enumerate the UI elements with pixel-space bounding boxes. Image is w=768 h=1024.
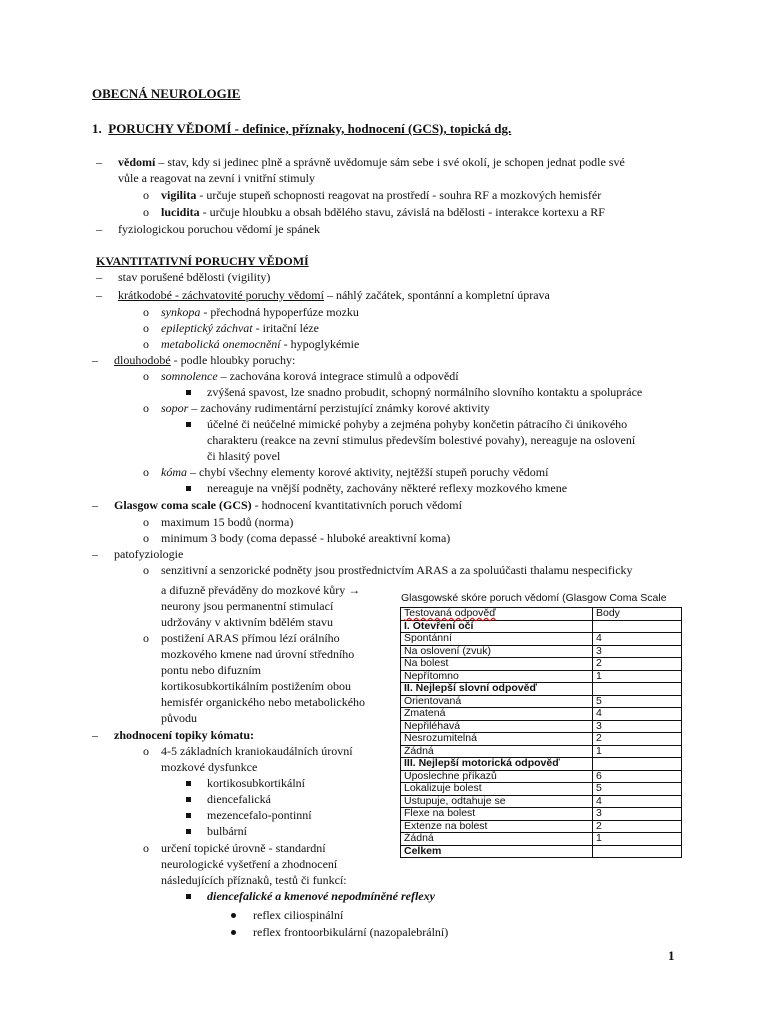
table-cell-points: 4: [593, 795, 682, 808]
table-header-row: [401, 608, 682, 621]
dash-bullet: –: [96, 288, 102, 302]
synkopa-line: [161, 304, 359, 320]
o-bullet: o: [143, 401, 149, 415]
kratkodobe-text: – náhlý začátek, spontánní a kompletní úprava: [323, 288, 550, 302]
table-cell-label: Lokalizuje bolest: [401, 783, 593, 796]
table-cell-points: [593, 683, 682, 696]
square-bullet: [186, 829, 191, 834]
table-cell-label: Nepřiléhavá: [401, 720, 593, 733]
table-cell-points: 1: [593, 670, 682, 683]
square-bullet: [186, 390, 191, 395]
dot-bullet: [231, 913, 236, 918]
o-bullet: o: [143, 337, 149, 351]
synkopa-term: synkopa: [161, 305, 201, 319]
table-cell-label: II. Nejlepší slovní odpověď: [401, 683, 593, 696]
table-cell-points: 5: [593, 783, 682, 796]
o-bullet: o: [143, 631, 149, 645]
table-cell-label: Žádná: [401, 745, 593, 758]
table-cell-label: Nepřítomno: [401, 670, 593, 683]
table-row: [401, 645, 682, 658]
reflex-title: diencefalické a kmenové nepodmíněné reflexy: [207, 889, 435, 903]
square-bullet: [186, 486, 191, 491]
reflex-1: reflex ciliospinální: [253, 908, 344, 922]
sopor-sub1: účelné či neúčelné mimické pohyby a zejména pohyby končetin pátracího či únikového: [207, 417, 628, 431]
gcs-max: maximum 15 bodů (norma): [161, 515, 294, 529]
sopor-text: – zachovány rudimentární perzistující známky korové aktivity: [188, 401, 490, 415]
o-bullet: o: [143, 531, 149, 545]
epi-term: epileptický záchvat: [161, 321, 253, 335]
table-cell-points: 5: [593, 695, 682, 708]
o-bullet: o: [143, 465, 149, 479]
gcs-table: [400, 607, 682, 858]
level-1: kortikosubkortikální: [207, 776, 305, 790]
level-3: mezencefalo-pontinní: [207, 808, 312, 822]
section-title-rest: - definice, příznaky, hodnocení (GCS), topická dg.: [231, 121, 512, 136]
square-bullet: [186, 813, 191, 818]
aras-line3: pontu nebo difuzním: [161, 663, 261, 677]
koma-sub: nereaguje na vnější podněty, zachovány některé reflexy mozkového kmene: [207, 481, 568, 495]
table-cell-label: Zmatená: [401, 708, 593, 721]
table-row: [401, 795, 682, 808]
section-number: 1.: [92, 121, 102, 136]
table-row: [401, 658, 682, 671]
table-cell-label: I. Otevření očí: [401, 620, 593, 633]
gcs-title-text: - hodnocení kvantitativních poruch vědomí: [251, 498, 462, 512]
pato-title: patofyziologie: [114, 547, 184, 561]
table-cell-points: [593, 845, 682, 858]
square-bullet: [186, 422, 191, 427]
levels-line1: 4-5 základních kraniokaudálních úrovní: [161, 744, 353, 758]
table-row: [401, 695, 682, 708]
table-cell-points: [593, 758, 682, 771]
gcs-table-caption: Glasgowské skóre poruch vědomí (Glasgow Coma Scale: [401, 592, 667, 604]
dash-bullet: –: [92, 728, 98, 742]
table-cell-points: [593, 620, 682, 633]
urceni-line2: neurologické vyšetření a zhodnocení: [161, 857, 338, 871]
o-bullet: o: [143, 841, 149, 855]
table-row: [401, 820, 682, 833]
sopor-term: sopor: [161, 401, 189, 415]
vigilita-text: - určuje stupeň schopnosti reagovat na prostředí - souhra RF a mozkových hemisfér: [196, 188, 602, 202]
dlouhodobe-text: - podle hloubky poruchy:: [170, 353, 296, 367]
topika-title: zhodnocení topiky kómatu:: [114, 728, 255, 742]
page-number: 1: [668, 948, 675, 963]
document-heading: OBECNÁ NEUROLOGIE: [92, 86, 241, 101]
table-section-row: [401, 683, 682, 696]
vigilita-term: vigilita: [161, 188, 197, 202]
square-bullet: [186, 894, 191, 899]
o-bullet: o: [143, 744, 149, 758]
kratkodobe-term: krátkodobé - záchvatovité poruchy vědomí: [118, 288, 324, 302]
pato-line2: a difuzně převáděny do mozkové kůry →: [161, 583, 361, 597]
somnolence-line: [161, 368, 459, 384]
urceni-line1: určení topické úrovně - standardní: [161, 841, 326, 855]
table-row: [401, 633, 682, 646]
somnolence-text: – zachována korová integrace stimulů a odpovědí: [217, 369, 459, 383]
sopor-sub2: charakteru (reakce na zevní stimulus především bolestivé povahy), nereaguje na oslovení: [207, 433, 636, 447]
urceni-line3: následujících příznaků, testů či funkcí:: [161, 873, 347, 887]
dash-bullet: –: [96, 270, 102, 284]
table-cell-label: Ustupuje, odtahuje se: [401, 795, 593, 808]
epi-text: - iritační léze: [252, 321, 319, 335]
table-cell-label: Orientovaná: [401, 695, 593, 708]
aras-line4: kortikosubkortikálním postižením obou: [161, 679, 351, 693]
meta-line: [161, 336, 359, 352]
aras-line6: původu: [161, 711, 197, 725]
reflex-2: reflex frontoorbikulární (nazopalebrální): [253, 925, 449, 939]
lucidita-line: [161, 204, 605, 220]
gcs-title: Glasgow coma scale (GCS): [114, 498, 252, 512]
table-row: [401, 745, 682, 758]
synkopa-text: - přechodná hypoperfúze mozku: [200, 305, 359, 319]
aras-line2: mozkového kmene nad úrovní středního: [161, 647, 355, 661]
dash-bullet: –: [92, 498, 98, 512]
meta-term: metabolická onemocnění: [161, 337, 281, 351]
dash-bullet: –: [92, 547, 98, 561]
kvant-title: KVANTITATIVNÍ PORUCHY VĚDOMÍ: [96, 254, 309, 268]
table-cell-points: 3: [593, 720, 682, 733]
dlouhodobe-term: dlouhodobé: [114, 353, 171, 367]
table-row: [401, 833, 682, 846]
table-cell-label: Extenze na bolest: [401, 820, 593, 833]
table-header-label: Testovaná odpověď: [401, 608, 593, 621]
o-bullet: o: [143, 515, 149, 529]
koma-term: kóma: [161, 465, 187, 479]
meta-text: - hypoglykémie: [280, 337, 360, 351]
table-cell-points: 2: [593, 733, 682, 746]
koma-line: [161, 464, 548, 480]
gcs-min: minimum 3 body (coma depassé - hluboké areaktivní koma): [161, 531, 451, 545]
table-cell-points: 6: [593, 770, 682, 783]
o-bullet: o: [143, 205, 149, 219]
table-cell-label: Uposlechne příkazů: [401, 770, 593, 783]
table-cell-label: Nesrozumitelná: [401, 733, 593, 746]
dash-bullet: –: [96, 155, 102, 169]
o-bullet: o: [143, 321, 149, 335]
section-title: [92, 121, 511, 137]
dlouhodobe-line: [114, 352, 295, 368]
table-row: [401, 733, 682, 746]
gcs-title-line: [114, 497, 462, 513]
table-cell-label: Žádná: [401, 833, 593, 846]
table-row: [401, 770, 682, 783]
pato-line4: udržovány v aktivním bdělém stavu: [161, 615, 333, 629]
level-2: diencefalická: [207, 792, 271, 806]
table-cell-label: Na bolest: [401, 658, 593, 671]
kratkodobe-line: [118, 287, 550, 303]
table-cell-points: 1: [593, 745, 682, 758]
table-section-row: [401, 758, 682, 771]
table-cell-points: 2: [593, 820, 682, 833]
table-cell-label: III. Nejlepší motorická odpověď: [401, 758, 593, 771]
table-row: [401, 708, 682, 721]
pato-line1: senzitivní a senzorické podněty jsou prostřednictvím ARAS a za spoluúčasti thalamu nespecificky: [161, 563, 633, 577]
square-bullet: [186, 781, 191, 786]
sopor-sub3: či hlasitý povel: [207, 449, 281, 463]
table-cell-points: 4: [593, 633, 682, 646]
table-cell-label: Na oslovení (zvuk): [401, 645, 593, 658]
table-row: [401, 720, 682, 733]
epi-line: [161, 320, 319, 336]
table-cell-points: 2: [593, 658, 682, 671]
table-cell-points: 4: [593, 708, 682, 721]
vedomi-text: – stav, kdy si jedinec plně a správně uvědomuje sám sebe i své okolí, je schopen jednat podle své: [155, 155, 625, 169]
o-bullet: o: [143, 369, 149, 383]
dot-bullet: [231, 930, 236, 935]
level-4: bulbární: [207, 824, 247, 838]
square-bullet: [186, 797, 191, 802]
aras-line5: hemisfér organického nebo metabolického: [161, 695, 366, 709]
vedomi-line2: vůle a reagovat na zevní i vnitřní stimuly: [118, 171, 315, 185]
lucidita-text: - určuje hloubku a obsah bdělého stavu, závislá na bdělosti - interakce kortexu a RF: [199, 205, 605, 219]
table-cell-label: Flexe na bolest: [401, 808, 593, 821]
o-bullet: o: [143, 188, 149, 202]
dash-bullet: –: [92, 353, 98, 367]
table-cell-points: 3: [593, 808, 682, 821]
vigilita-line: [161, 187, 601, 203]
aras-line1: postižení ARAS přímou lézí orálního: [161, 631, 340, 645]
table-cell-label: Celkem: [401, 845, 593, 858]
levels-line2: mozkové dysfunkce: [161, 760, 258, 774]
dash-bullet: –: [96, 222, 102, 236]
o-bullet: o: [143, 563, 149, 577]
table-row: [401, 783, 682, 796]
table-row: [401, 808, 682, 821]
somnolence-sub: zvýšená spavost, lze snadno probudit, schopný normálního slovního kontaktu a spolupráce: [207, 385, 643, 399]
table-total-row: [401, 845, 682, 858]
sleep-line: fyziologickou poruchou vědomí je spánek: [118, 222, 320, 236]
koma-text: – chybí všechny elementy korové aktivity, nejtěžší stupeň poruchy vědomí: [187, 465, 549, 479]
table-cell-points: 3: [593, 645, 682, 658]
section-title-main: PORUCHY VĚDOMÍ: [108, 121, 232, 136]
vedomi-line1: [118, 154, 625, 170]
kvant-line1: stav porušené bdělosti (vigility): [118, 270, 271, 284]
pato-line3: neurony jsou permanentní stimulací: [161, 599, 334, 613]
lucidita-term: lucidita: [161, 205, 200, 219]
somnolence-term: somnolence: [161, 369, 218, 383]
table-cell-points: 1: [593, 833, 682, 846]
table-header-points: Body: [593, 608, 682, 621]
table-row: [401, 670, 682, 683]
vedomi-term: vědomí: [118, 155, 156, 169]
table-section-row: [401, 620, 682, 633]
table-cell-label: Spontánní: [401, 633, 593, 646]
o-bullet: o: [143, 305, 149, 319]
sopor-line: [161, 400, 490, 416]
